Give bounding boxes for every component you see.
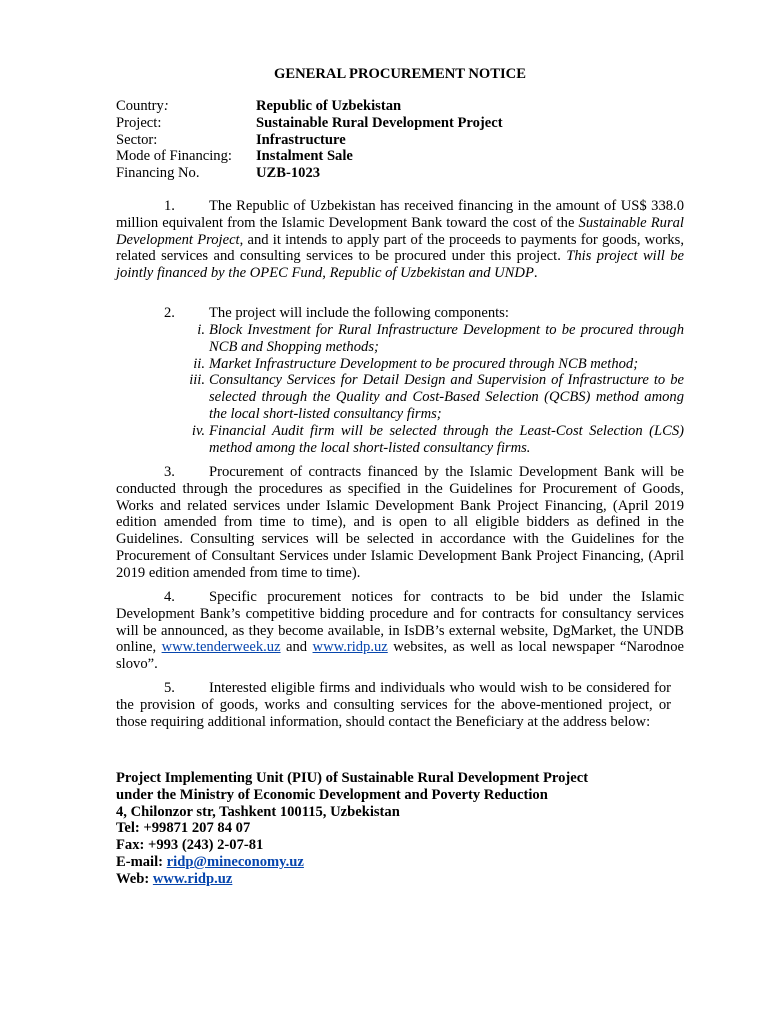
paragraph-2: 2. The project will include the following components:	[164, 305, 509, 321]
paragraph-1: 1. The Republic of Uzbekistan has received financing in the amount of US$ 338.0 million equivalent from the Islamic Development Bank toward the cost of the Sustainable Rural Development Project, and it intends to apply part of the proceeds to payments for goods, works, related services and consulting services to be procured under this project. This project will be jointly financed by the OPEC Fund, Republic of Uzbekistan and UNDP.	[116, 198, 684, 282]
contact-org-name: Project Implementing Unit (PIU) of Sustainable Rural Development Project	[116, 770, 589, 786]
list-item-text: Financial Audit firm will be selected through the Least-Cost Selection (LCS) method among the local short-listed consultancy firms.	[209, 422, 684, 456]
meta-row-sector	[116, 132, 503, 149]
meta-value: Infrastructure	[256, 131, 346, 148]
meta-row-country	[116, 98, 503, 115]
ridp-link[interactable]: www.ridp.uz	[312, 639, 388, 656]
list-item	[160, 423, 684, 457]
list-item-text: Block Investment for Rural Infrastructure Development to be procured through NCB and Shopping methods;	[209, 322, 684, 355]
meta-value: UZB-1023	[256, 165, 321, 182]
list-item	[160, 322, 684, 356]
contact-ministry: under the Ministry of Economic Development and Poverty Reduction	[116, 786, 548, 803]
paragraph-3: 3. Procurement of contracts financed by the Islamic Development Bank will be conducted through the procedures as specified in the Guidelines for Procurement of Goods, Works and related services under Islamic Development Bank Project Financing, (April 2019 edition amended from time to time), and is open to all eligible bidders as defined in the Guidelines. Consulting services will be selected in accordance with the Guidelines for the Procurement of Consultant Services under Islamic Development Bank Project Financing, (April 2019 edition amended from time to time).	[116, 464, 684, 581]
tenderweek-link[interactable]: www.tenderweek.uz	[161, 639, 281, 656]
list-item-number: ii.	[193, 355, 205, 372]
paragraph-number: 4.	[164, 589, 175, 605]
contact-web-row	[116, 871, 588, 888]
meta-row-financing-mode	[116, 148, 503, 165]
meta-value: Instalment Sale	[256, 148, 353, 165]
contact-email-row	[116, 854, 588, 871]
email-label: E-mail:	[116, 853, 167, 870]
web-link[interactable]: www.ridp.uz	[152, 870, 233, 887]
meta-value: Sustainable Rural Development Project	[256, 114, 503, 131]
meta-row-project	[116, 115, 503, 132]
paragraph-5: 5. Interested eligible firms and individuals who would wish to be considered for the provision of goods, works and consulting services for the above-mentioned project, or those requiring additional information, should contact the Beneficiary at the address below:	[116, 680, 671, 730]
meta-colon: :	[163, 98, 169, 114]
project-meta	[116, 98, 503, 182]
list-item-text: Consultancy Services for Detail Design and Supervision of Infrastructure to be selected through the Quality and Cost-Based Selection (QCBS) method among the local short-listed consultancy firms;	[209, 372, 684, 422]
project-name: Sustainable Rural Development Project	[116, 214, 684, 248]
paragraph-4: 4. Specific procurement notices for contracts to be bid under the Islamic Development Bank’s competitive bidding procedure and for contracts for consultancy services will be announced, as they become available, in IsDB’s external website, DgMarket, the UNDB online, www.tenderweek.uz and www.ridp.uz websites, as well as local newspaper “Narodnoe slovo”.	[116, 589, 684, 673]
meta-label: Country	[116, 98, 164, 114]
contact-block	[116, 770, 588, 888]
paragraph-number: 1.	[164, 198, 175, 214]
paragraph-number: 3.	[164, 464, 175, 480]
contact-fax: Fax: +993 (243) 2-07-81	[116, 837, 264, 854]
meta-row-financing-no	[116, 165, 503, 182]
contact-phone: Tel: +99871 207 84 07	[116, 820, 251, 837]
notice-title: GENERAL PROCUREMENT NOTICE	[274, 66, 526, 82]
meta-label: Project:	[116, 114, 162, 131]
web-label: Web:	[116, 870, 153, 887]
meta-label: Financing No.	[116, 165, 200, 182]
meta-label: Mode of Financing:	[116, 148, 232, 165]
paragraph-number: 5.	[164, 680, 175, 696]
meta-value: Republic of Uzbekistan	[256, 98, 402, 114]
list-item	[160, 356, 684, 373]
component-list	[160, 322, 684, 456]
list-item-number: iii.	[189, 372, 205, 389]
list-item-text: Market Infrastructure Development to be procured through NCB method;	[209, 355, 639, 372]
list-item-number: i.	[197, 322, 205, 338]
paragraph-number: 2.	[164, 305, 175, 321]
list-item	[160, 372, 684, 422]
email-link[interactable]: ridp@mineconomy.uz	[166, 853, 304, 870]
list-item-number: iv.	[191, 422, 205, 439]
meta-label: Sector:	[116, 131, 158, 148]
contact-address: 4, Chilonzor str, Tashkent 100115, Uzbekistan	[116, 803, 400, 820]
